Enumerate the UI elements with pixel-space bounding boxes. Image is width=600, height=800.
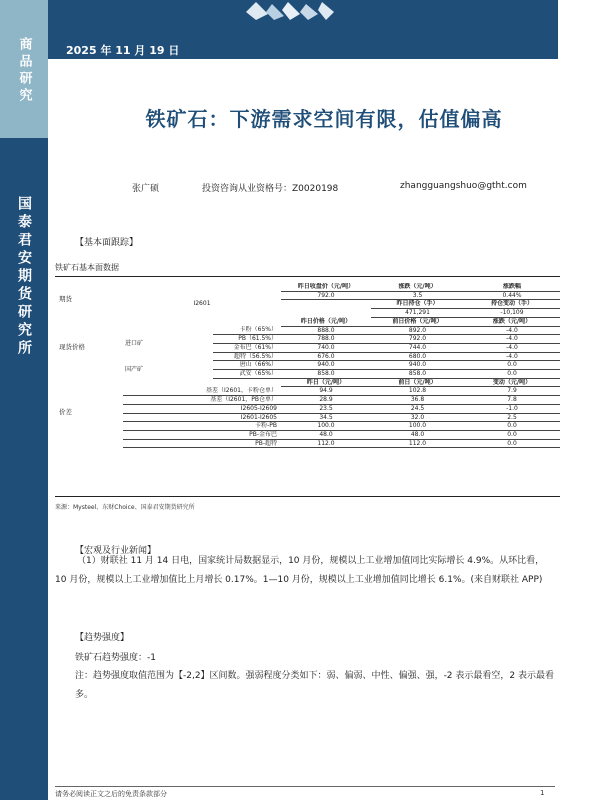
table-row: [55, 387, 560, 396]
table-cell: 892.0: [371, 326, 464, 335]
table-cell: 740.0: [281, 343, 371, 352]
sidebar-category-label: 商品研究: [16, 37, 32, 105]
page-header: [48, 0, 558, 59]
table-header-cell: 涨跌（元/吨）: [371, 283, 464, 291]
table-cell: 888.0: [281, 326, 371, 335]
table-row: [55, 291, 560, 300]
report-title: 铁矿石：下游需求空间有限，估值偏高: [145, 107, 503, 131]
author-name: 张广硕: [132, 184, 160, 194]
report-date: 2025 年 11 月 19 日: [66, 44, 180, 57]
fundamentals-heading: 【基本面跟踪】: [75, 238, 139, 248]
table-cell: 471,291: [371, 309, 464, 318]
author-email[interactable]: zhangguangshuo@gtht.com: [400, 181, 527, 191]
table-header-cell: 昨日价格（元/吨）: [281, 317, 371, 326]
table-row: [55, 396, 560, 405]
sidebar-org-label: 国泰君安期货研究所: [16, 196, 32, 358]
table-cell: 36.8: [371, 396, 464, 405]
table-bottom-rule: [55, 496, 560, 497]
table-header-cell: 昨日（元/吨）: [281, 378, 371, 387]
table-cell: 3.5: [371, 291, 464, 300]
table-cell: 7.8: [464, 396, 560, 405]
company-logo-icon: [238, 0, 338, 22]
table-header-cell: 涨跌（元/吨）: [464, 317, 560, 326]
table-cell: -10,109: [464, 309, 560, 318]
table-cell: 0.0: [464, 361, 560, 370]
table-cell: 基差（I2601，卡粉仓单）: [123, 387, 281, 396]
table-cell: PB-金布巴: [123, 430, 281, 439]
table-cell: 0.44%: [464, 291, 560, 300]
table-cell: 卡粉-PB: [123, 422, 281, 431]
table-cell: 676.0: [281, 352, 371, 361]
table-cell: 7.9: [464, 387, 560, 396]
contract-code: I2601: [193, 300, 211, 308]
sidebar-org-band: [0, 138, 48, 800]
fundamentals-table: [55, 283, 560, 448]
table-cell: 680.0: [371, 352, 464, 361]
table-cell: I2605-I2609: [123, 404, 281, 413]
table-cell: 金布巴（61%）: [213, 343, 281, 352]
table-cell: 24.5: [371, 404, 464, 413]
spread-group-label: 价差: [59, 408, 72, 417]
table-row: [55, 361, 560, 370]
table-row: [55, 413, 560, 422]
table-header-cell: 昨日收盘价（元/吨）: [281, 283, 371, 291]
table-header-cell: 涨跌幅: [464, 283, 560, 291]
sidebar-category-band: [0, 0, 48, 138]
table-cell: 0.0: [464, 370, 560, 379]
author-license: 投资咨询从业资格号：Z0020198: [202, 184, 339, 194]
import-ore-label: 进口矿: [125, 339, 144, 347]
table-header-cell: 前日价格（元/吨）: [371, 317, 464, 326]
table-cell: 卡粉（65%）: [213, 326, 281, 335]
table-cell: -4.0: [464, 343, 560, 352]
table-row: [55, 326, 560, 335]
trend-note: 注：趋势强度取值范围为【-2,2】区间数。强弱程度分类如下：弱、偏弱、中性、偏强、强，-2 表示最看空，2 表示最看多。: [75, 671, 554, 700]
table-cell: 102.8: [371, 387, 464, 396]
table-row: [55, 283, 560, 291]
footer-disclaimer: 请务必阅读正文之后的免责条款部分: [55, 790, 167, 798]
trend-heading: 【趋势强度】: [75, 633, 130, 643]
table-row: [55, 422, 560, 431]
table-cell: 112.0: [371, 439, 464, 448]
spot-group-label: 现货价格: [59, 342, 85, 351]
table-cell: 2.5: [464, 413, 560, 422]
domestic-ore-label: 国产矿: [125, 365, 144, 373]
table-cell: 48.0: [281, 430, 371, 439]
table-cell: 788.0: [281, 335, 371, 344]
table-header-cell: 昨日持仓（手）: [371, 300, 464, 309]
table-top-rule: [55, 276, 560, 277]
table-caption: 铁矿石基本面数据: [55, 263, 119, 272]
table-cell: 94.9: [281, 387, 371, 396]
table-cell: -4.0: [464, 352, 560, 361]
table-cell: 940.0: [281, 361, 371, 370]
table-row: [55, 404, 560, 413]
table-cell: -4.0: [464, 335, 560, 344]
footer-rule: [55, 786, 555, 787]
table-cell: 100.0: [371, 422, 464, 431]
table-cell: 基差（I2601，PB仓单）: [123, 396, 281, 405]
table-cell: 武安（65%）: [213, 370, 281, 379]
table-row: [55, 378, 560, 387]
table-cell: 940.0: [371, 361, 464, 370]
table-cell: -4.0: [464, 326, 560, 335]
macro-heading: 【宏观及行业新闻】: [75, 546, 157, 556]
table-cell: 0.0: [464, 422, 560, 431]
table-cell: 32.0: [371, 413, 464, 422]
table-row: [55, 439, 560, 448]
table-cell: 858.0: [371, 370, 464, 379]
table-cell: 唐山（66%）: [213, 361, 281, 370]
table-header-cell: 持仓变动（手）: [464, 300, 560, 309]
futures-group-label: 期货: [59, 295, 72, 304]
table-cell: 23.5: [281, 404, 371, 413]
trend-value: 铁矿石趋势强度：-1: [75, 653, 156, 663]
table-cell: 34.5: [281, 413, 371, 422]
table-cell: 28.9: [281, 396, 371, 405]
table-source: 来源：Mysteel、东财Choice、国泰君安期货研究所: [55, 504, 195, 511]
table-header-cell: 前日（元/吨）: [371, 378, 464, 387]
macro-news-paragraph: （1）财联社 11 月 14 日电，国家统计局数据显示，10 月份，规模以上工业增加值同比实际增长 4.9%。从环比看，10 月份，规模以上工业增加值比上月增长 0.17%。1—10 月份，规模以上工业增加值同比增长 6.1%。(来自财联社 APP): [55, 556, 545, 585]
table-cell: 792.0: [371, 335, 464, 344]
table-cell: -1.0: [464, 404, 560, 413]
table-cell: PB-超特: [123, 439, 281, 448]
table-cell: 744.0: [371, 343, 464, 352]
table-cell: PB（61.5%）: [213, 335, 281, 344]
table-cell: 112.0: [281, 439, 371, 448]
page-number: 1: [540, 789, 545, 797]
table-cell: 792.0: [281, 291, 371, 300]
table-cell: 858.0: [281, 370, 371, 379]
table-cell: 0.0: [464, 430, 560, 439]
table-header-cell: 变动（元/吨）: [464, 378, 560, 387]
table-row: [55, 430, 560, 439]
table-cell: I2601-I2605: [123, 413, 281, 422]
table-cell: 48.0: [371, 430, 464, 439]
table-cell: 超特（56.5%）: [213, 352, 281, 361]
table-cell: 100.0: [281, 422, 371, 431]
table-row: [55, 317, 560, 326]
table-cell: 0.0: [464, 439, 560, 448]
